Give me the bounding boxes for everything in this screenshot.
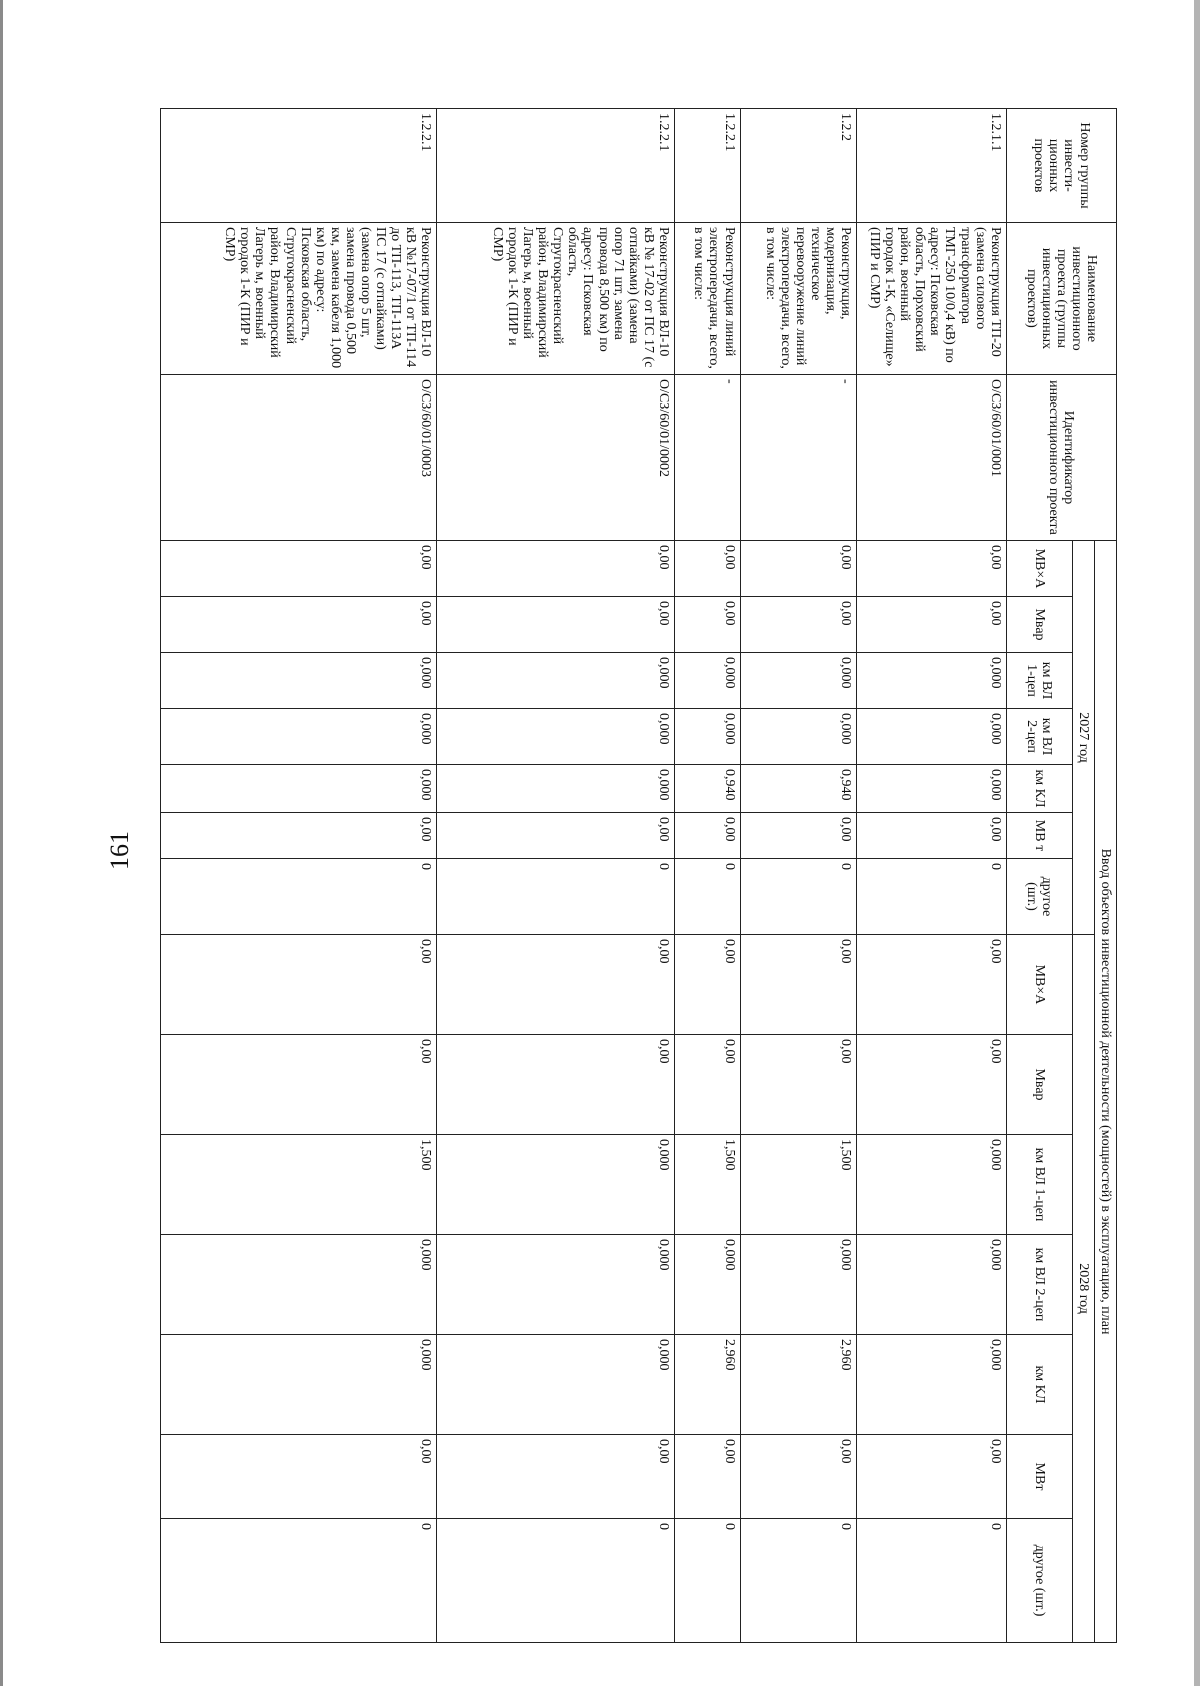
rotated-table-sheet — [160, 108, 1117, 1642]
header-project-id: Идентификатор инвестиционного проекта — [1006, 375, 1116, 541]
value-cell: 0,00 — [857, 597, 1006, 653]
group-number-cell: 1.2.2 — [740, 109, 857, 223]
project-name-cell: Реконструкция, модернизация, техническое перевооружение линий электропередачи, всего, в том числе: — [740, 223, 857, 375]
header-unit: другое (шт.) — [1006, 859, 1072, 935]
header-year-2027: 2027 год — [1072, 541, 1094, 935]
project-id-cell: - — [675, 375, 741, 541]
value-cell: 0,00 — [675, 1035, 741, 1135]
value-cell: 0,000 — [437, 765, 675, 813]
group-number-cell: 1.2.2.1 — [437, 109, 675, 223]
header-unit: МВ×А — [1006, 541, 1072, 597]
value-cell: 0 — [437, 859, 675, 935]
value-cell: 0 — [437, 1519, 675, 1643]
value-cell: 0,000 — [161, 1235, 438, 1335]
value-cell: 0,00 — [857, 541, 1006, 597]
value-cell: 0,00 — [675, 813, 741, 859]
header-unit: км ВЛ 1-цеп — [1006, 653, 1072, 709]
value-cell: 0,00 — [437, 813, 675, 859]
value-cell: 0,000 — [857, 1235, 1006, 1335]
header-group-number: Номер группы инвести-ционных проектов — [1006, 109, 1116, 223]
table-row — [857, 109, 1006, 1643]
table-header — [1006, 109, 1116, 1643]
value-cell: 0,000 — [857, 653, 1006, 709]
value-cell: 2,960 — [675, 1335, 741, 1435]
table-row — [161, 109, 438, 1643]
header-unit: другое (шт.) — [1006, 1519, 1072, 1643]
value-cell: 0,000 — [740, 653, 857, 709]
value-cell: 0,00 — [740, 597, 857, 653]
header-unit: км КЛ — [1006, 765, 1072, 813]
value-cell: 0,00 — [437, 935, 675, 1035]
value-cell: 0,00 — [740, 1035, 857, 1135]
value-cell: 1,500 — [675, 1135, 741, 1235]
value-cell: 0 — [740, 1519, 857, 1643]
value-cell: 0,00 — [437, 541, 675, 597]
header-unit: Мвар — [1006, 1035, 1072, 1135]
header-unit: км ВЛ 1-цеп — [1006, 1135, 1072, 1235]
value-cell: 0,00 — [161, 813, 438, 859]
value-cell: 0,00 — [857, 1435, 1006, 1519]
value-cell: 0,00 — [740, 1435, 857, 1519]
value-cell: 0,000 — [740, 1235, 857, 1335]
value-cell: 0 — [161, 1519, 438, 1643]
value-cell: 0 — [857, 859, 1006, 935]
value-cell: 0,00 — [437, 1035, 675, 1135]
group-number-cell: 1.2.2.1 — [161, 109, 438, 223]
table-row — [740, 109, 857, 1643]
value-cell: 1,500 — [740, 1135, 857, 1235]
value-cell: 0,00 — [437, 597, 675, 653]
group-number-cell: 1.2.2.1 — [675, 109, 741, 223]
value-cell: 0,00 — [161, 1435, 438, 1519]
table-body — [161, 109, 1007, 1643]
project-name-cell: Реконструкция ВЛ-10 кВ № 17-02 от ПС 17 (с отпайками) (замена опор 71 шт, замена провода 8,500 км) по адресу: Псковская область, Стругокрасненский район, Владимирский Лагерь м, военный городок 1-К (ПИР и СМР) — [437, 223, 675, 375]
header-year-2028: 2028 год — [1072, 935, 1094, 1643]
value-cell: 0,00 — [857, 813, 1006, 859]
project-name-cell: Реконструкция ТП-20 (замена силового трансформатора ТМГ-250 10/0,4 кВ) по адресу: Псковская область, Порховский район, военный городок 1-К, «Селище» (ПИР и СМР) — [857, 223, 1006, 375]
value-cell: 0,000 — [437, 709, 675, 765]
header-project-name: Наименование инвестиционного проекта (группы инвестиционных проектов) — [1006, 223, 1116, 375]
value-cell: 0,00 — [675, 541, 741, 597]
value-cell: 0,00 — [675, 597, 741, 653]
header-unit: Мвар — [1006, 597, 1072, 653]
value-cell: 0,000 — [437, 1235, 675, 1335]
scan-right-edge — [1194, 0, 1200, 1686]
value-cell: 0 — [675, 859, 741, 935]
project-name-cell: Реконструкция ВЛ-10 кВ №17-07/1 от ТП-114 до ТП-113, ТП-113А ПС 17 (с отпайками) (замена опор 5 шт, замена провода 0,500 км, замена кабеля 1,000 км) по адресу: Псковская область, Стругокрасненский район, Владимирский Лагерь м, военный городок 1-К (ПИР и СМР) — [161, 223, 438, 375]
value-cell: 0,000 — [161, 653, 438, 709]
value-cell: 0,00 — [161, 597, 438, 653]
value-cell: 0,000 — [437, 1335, 675, 1435]
page-number: 161 — [105, 831, 134, 870]
value-cell: 0,00 — [161, 541, 438, 597]
project-name-cell: Реконструкция линий электропередачи, всего, в том числе: — [675, 223, 741, 375]
value-cell: 0,940 — [675, 765, 741, 813]
value-cell: 0,940 — [740, 765, 857, 813]
header-unit: МВ т — [1006, 813, 1072, 859]
value-cell: 0,00 — [675, 1435, 741, 1519]
value-cell: 0,000 — [437, 1135, 675, 1235]
scan-left-edge — [0, 0, 3, 1686]
value-cell: 0,000 — [675, 709, 741, 765]
value-cell: 0,00 — [740, 935, 857, 1035]
value-cell: 0,000 — [161, 709, 438, 765]
value-cell: 0,000 — [161, 1335, 438, 1435]
value-cell: 0,000 — [161, 765, 438, 813]
value-cell: 0,00 — [161, 1035, 438, 1135]
value-cell: 0 — [857, 1519, 1006, 1643]
value-cell: 0,00 — [161, 935, 438, 1035]
header-unit: МВ×А — [1006, 935, 1072, 1035]
value-cell: 0,000 — [857, 709, 1006, 765]
group-number-cell: 1.2.1.1 — [857, 109, 1006, 223]
value-cell: 0,000 — [437, 653, 675, 709]
header-unit: км КЛ — [1006, 1335, 1072, 1435]
value-cell: 0,00 — [740, 813, 857, 859]
value-cell: 0,000 — [857, 1135, 1006, 1235]
value-cell: 0 — [675, 1519, 741, 1643]
project-id-cell: - — [740, 375, 857, 541]
value-cell: 0,000 — [675, 653, 741, 709]
value-cell: 0,000 — [857, 1335, 1006, 1435]
value-cell: 1,500 — [161, 1135, 438, 1235]
header-unit: км ВЛ 2-цеп — [1006, 1235, 1072, 1335]
table-row — [437, 109, 675, 1643]
table-row — [675, 109, 741, 1643]
project-id-cell: О/СЗ/60/01/0001 — [857, 375, 1006, 541]
header-unit: МВт — [1006, 1435, 1072, 1519]
value-cell: 0,00 — [740, 541, 857, 597]
investment-table — [160, 108, 1117, 1643]
value-cell: 2,960 — [740, 1335, 857, 1435]
value-cell: 0 — [161, 859, 438, 935]
project-id-cell: О/СЗ/60/01/0003 — [161, 375, 438, 541]
value-cell: 0,00 — [857, 935, 1006, 1035]
value-cell: 0,00 — [675, 935, 741, 1035]
value-cell: 0,00 — [437, 1435, 675, 1519]
value-cell: 0,000 — [675, 1235, 741, 1335]
value-cell: 0,00 — [857, 1035, 1006, 1135]
header-commissioning: Ввод объектов инвестиционной деятельности (мощностей) в эксплуатацию, план — [1094, 541, 1116, 1643]
project-id-cell: О/СЗ/60/01/0002 — [437, 375, 675, 541]
value-cell: 0,000 — [740, 709, 857, 765]
value-cell: 0 — [740, 859, 857, 935]
header-unit: км ВЛ 2-цеп — [1006, 709, 1072, 765]
value-cell: 0,000 — [857, 765, 1006, 813]
